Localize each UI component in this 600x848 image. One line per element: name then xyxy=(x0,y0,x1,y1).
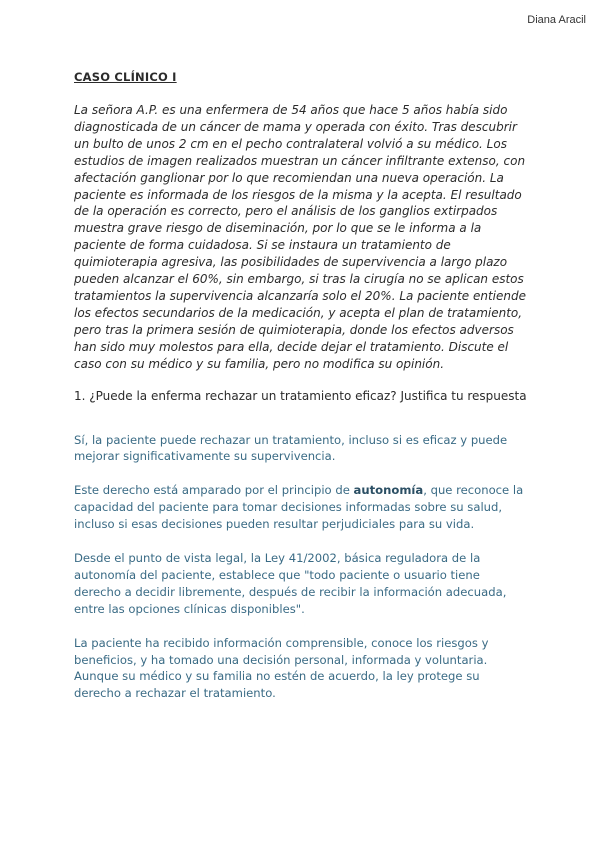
document-body xyxy=(74,70,530,719)
case-title: CASO CLÍNICO I xyxy=(74,70,177,84)
answer-p2-before: Este derecho está amparado por el principio de xyxy=(74,483,354,498)
answer-paragraph-1: Sí, la paciente puede rechazar un tratamiento, incluso si es eficaz y puede mejorar significativamente su supervivencia. xyxy=(74,432,508,464)
answer-p2-after: , que reconoce la capacidad del paciente para tomar decisiones informadas sobre su salud, incluso si esas decisiones pueden resultar perjudiciales para su vida. xyxy=(74,483,524,532)
answer-section xyxy=(74,432,530,703)
answer-paragraph-3: Desde el punto de vista legal, la Ley 41/2002, básica reguladora de la autonomía del paciente, establece que "todo paciente o usuario tiene derecho a decidir libremente, después de recibir la información adecuada, entre las opciones clínicas disponibles". xyxy=(74,551,507,616)
autonomy-term: autonomía xyxy=(353,483,424,498)
question-1: 1. ¿Puede la enferma rechazar un tratamiento eficaz? Justifica tu respuesta xyxy=(74,388,527,403)
answer-paragraph-2 xyxy=(74,482,530,533)
author-name: Diana Aracil xyxy=(527,14,586,26)
answer-paragraph-4: La paciente ha recibido información comprensible, conoce los riesgos y beneficios, y ha tomado una decisión personal, informada y voluntaria. Aunque su médico y su familia no estén de acuerdo, la ley protege su derecho a rechazar el tratamiento. xyxy=(74,635,489,701)
case-description: La señora A.P. es una enfermera de 54 años que hace 5 años había sido diagnosticada de un cáncer de mama y operada con éxito. Tras descubrir un bulto de unos 2 cm en el pecho contralateral volvió a su médico. Los estudios de imagen realizados muestran un cáncer infiltrante extenso, con afectación ganglionar por lo que recomiendan una nueva operación. La paciente es informada de los riesgos de la misma y la acepta. El resultado de la operación es correcto, pero el análisis de los ganglios extirpados muestra grave riesgo de diseminación, por lo que se le informa a la paciente de forma cuidadosa. Si se instaura un tratamiento de quimioterapia agresiva, las posibilidades de supervivencia a largo plazo pueden alcanzar el 60%, sin embargo, si tras la cirugía no se aplican estos tratamientos la supervivencia alcanzaría solo el 20%. La paciente entiende los efectos secundarios de la medicación, y acepta el plan de tratamiento, pero tras la primera sesión de quimioterapia, donde los efectos adversos han sido muy molestos para ella, decide dejar el tratamiento. Discute el caso con su médico y su familia, pero no modifica su opinión. xyxy=(74,103,527,371)
